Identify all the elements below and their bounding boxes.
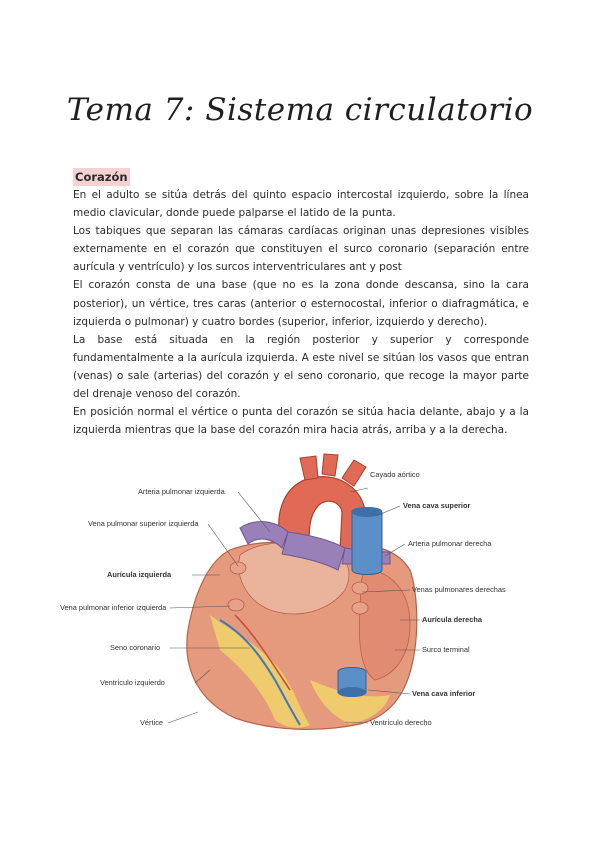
- left-carotid-shape: [322, 454, 338, 476]
- label-arteria-pulmonar-derecha: Arteria pulmonar derecha: [408, 539, 492, 548]
- paragraph-4: La base está situada en la región posterior y superior y corresponde fundamentalmente a la aurícula izquierda. A este nivel se sitúan los vasos que entran (venas) o sale (arterias) del corazón y el seno coronario, que recoge la mayor parte del drenaje venoso del corazón.: [73, 333, 529, 401]
- label-seno-coronario: Seno coronario: [110, 643, 161, 652]
- label-vena-cava-superior: Vena cava superior: [403, 501, 471, 510]
- label-ventriculo-derecho: Ventrículo derecho: [370, 718, 432, 727]
- left-inferior-pulmonary-vein-shape: [228, 599, 244, 611]
- brachiocephalic-trunk-shape: [300, 456, 318, 480]
- right-pulmonary-vein-lower-shape: [352, 602, 368, 614]
- paragraph-1: En el adulto se sitúa detrás del quinto espacio intercostal izquierdo, sobre la línea medio clavicular, donde puede palparse el latido de la punta.: [73, 189, 529, 220]
- paragraph-2: Los tabiques que separan las cámaras cardíacas originan unas depresiones visibles externamente en el corazón que constituyen el surco coronario (separación entre aurícula y ventrículo) y los surcos interventriculares ant y post: [73, 225, 529, 274]
- page-title: Tema 7: Sistema circulatorio: [66, 92, 534, 128]
- paragraph-5: En posición normal el vértice o punta del corazón se sitúa hacia delante, abajo y a la izquierda mientras que la base del corazón mira hacia atrás, arriba y a la derecha.: [73, 406, 529, 437]
- label-vena-pulmonar-inferior-izquierda: Vena pulmonar inferior izquierda: [60, 603, 167, 612]
- label-vena-pulmonar-superior-izquierda: Vena pulmonar superior izquierda: [88, 519, 199, 528]
- inferior-vena-cava-opening: [338, 687, 366, 697]
- label-auricula-derecha: Aurícula derecha: [422, 615, 482, 624]
- label-vena-cava-inferior: Vena cava inferior: [412, 689, 476, 698]
- label-ventriculo-izquierdo: Ventrículo izquierdo: [100, 678, 165, 687]
- label-vertice: Vértice: [140, 718, 164, 727]
- label-auricula-izquierda: Aurícula izquierda: [107, 570, 172, 579]
- label-surco-terminal: Surco terminal: [422, 645, 470, 654]
- section-heading: Corazón: [75, 170, 128, 184]
- label-venas-pulmonares-derechas: Venas pulmonares derechas: [412, 585, 506, 594]
- label-arteria-pulmonar-izquierda: Arteria pulmonar izquierda: [138, 487, 225, 496]
- section-corazon: [73, 166, 529, 439]
- left-superior-pulmonary-vein-shape: [230, 562, 246, 574]
- paragraph-3: El corazón consta de una base (que no es la zona donde descansa, sino la cara posterior), un vértice, tres caras (anterior o esternocostal, inferior o diafragmática, e izquierda o pulmonar) y cuatro bordes (superior, inferior, izquierdo y derecho).: [73, 279, 529, 328]
- superior-vena-cava-shape: [352, 508, 382, 575]
- heart-illustration: [60, 440, 530, 740]
- label-cayado-aortico: Cayado aórtico: [370, 470, 420, 479]
- right-pulmonary-vein-upper-shape: [352, 582, 368, 594]
